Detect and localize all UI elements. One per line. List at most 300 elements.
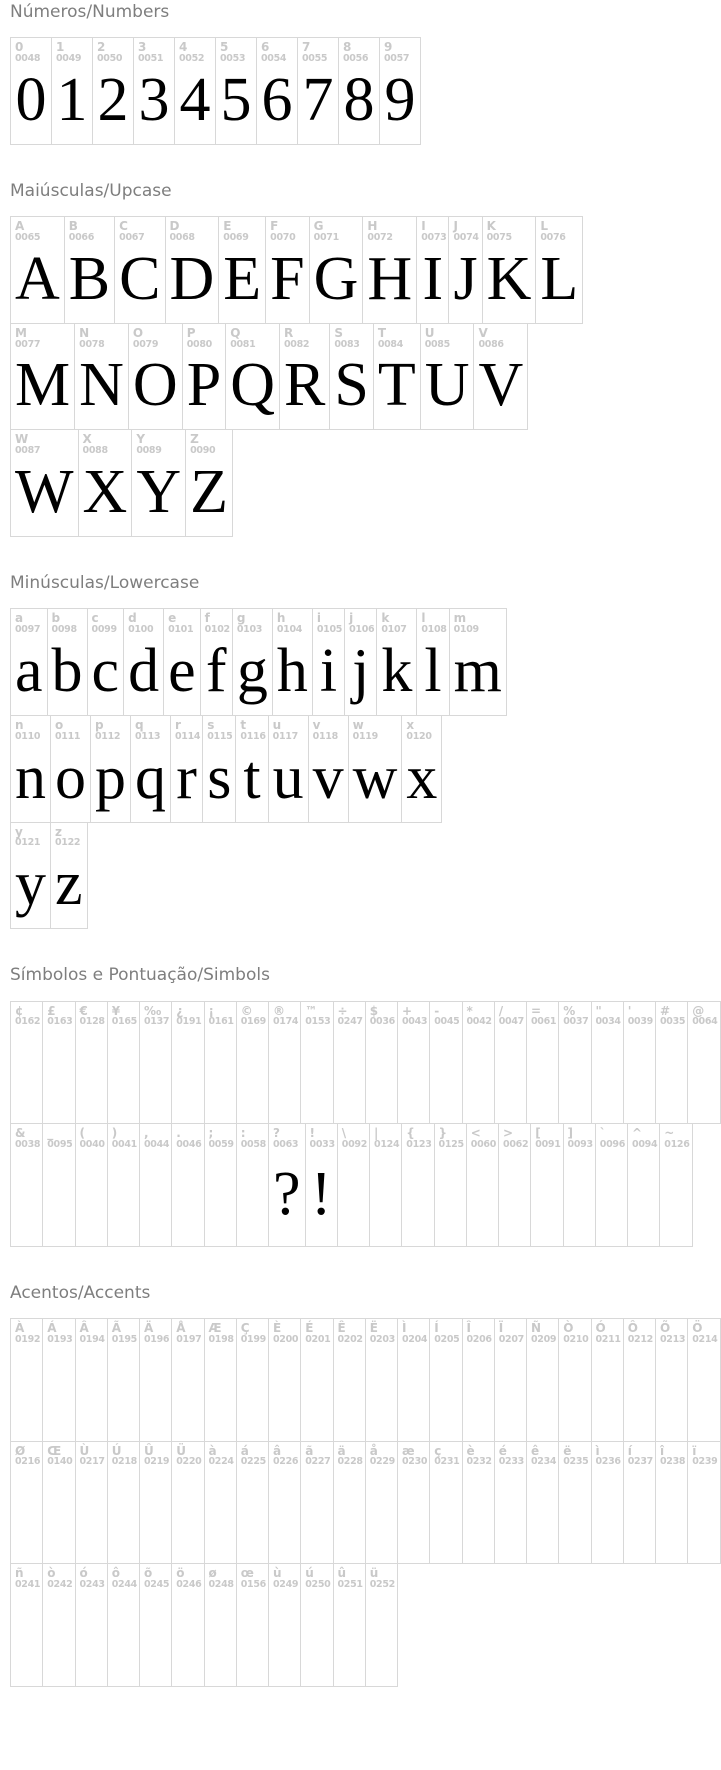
glyph-cell-header — [108, 1442, 139, 1468]
glyph-char-label: à — [208, 1443, 217, 1458]
glyph-char-label: € — [79, 1003, 88, 1018]
glyph-preview: s — [207, 743, 232, 812]
glyph-char-label: F — [270, 219, 279, 234]
glyph-code-label: 0125 — [438, 1138, 464, 1150]
glyph-cell-header — [11, 609, 47, 635]
glyph-cell — [76, 1442, 108, 1564]
glyph-code-label: 0058 — [240, 1138, 266, 1150]
glyph-code-label: 0086 — [478, 338, 504, 350]
glyph-preview — [237, 1590, 268, 1686]
glyph-code-label: 0033 — [309, 1138, 335, 1150]
glyph-code-label: 0056 — [343, 52, 369, 64]
glyph-cell — [363, 217, 417, 323]
glyph-cell — [172, 1564, 204, 1686]
glyph-code-label: 0071 — [313, 231, 339, 243]
glyph-char-label: N — [79, 325, 90, 340]
section-title: Acentos/Accents — [10, 1282, 151, 1303]
glyph-char-label: ï — [692, 1443, 697, 1458]
glyph-char-label: { — [406, 1126, 415, 1141]
glyph-cell-header — [205, 1442, 236, 1468]
glyph-char-label: i — [316, 611, 321, 626]
glyph-cell-header — [366, 1319, 397, 1345]
glyph-char-label: A — [15, 219, 25, 234]
glyph-char-label: " — [595, 1003, 602, 1018]
glyph-char-label: Í — [434, 1321, 439, 1336]
glyph-char-label: O — [132, 325, 144, 340]
glyph-cell — [398, 1002, 430, 1124]
glyph-preview — [527, 1467, 558, 1563]
glyph-code-label: 0042 — [466, 1016, 492, 1028]
glyph-char-label: 4 — [179, 40, 188, 55]
glyph-code-label: 0248 — [208, 1578, 234, 1590]
glyph-char-label: T — [377, 325, 386, 340]
glyph-cell-header — [140, 1124, 171, 1150]
glyph-preview: Z — [190, 458, 228, 527]
glyph-preview — [140, 1150, 171, 1246]
glyph-preview — [172, 1467, 203, 1563]
glyph-code-label: 0226 — [273, 1456, 299, 1468]
glyph-cell — [301, 1002, 333, 1124]
glyph-preview — [205, 1150, 236, 1246]
glyph-cell — [131, 716, 171, 822]
glyph-cell-header — [172, 1124, 203, 1150]
glyph-cell — [11, 1002, 43, 1124]
glyph-cell-header — [592, 1002, 623, 1028]
glyph-cell-header — [330, 324, 372, 350]
glyph-cell-header — [474, 324, 527, 350]
glyph-char-label: Æ — [208, 1321, 222, 1336]
glyph-preview: m — [453, 636, 502, 705]
glyph-cell — [592, 1002, 624, 1124]
glyph-cell-header — [124, 609, 163, 635]
glyph-char-label: U — [424, 325, 435, 340]
glyph-cell-header — [172, 1564, 203, 1590]
glyph-code-label: 0236 — [595, 1456, 621, 1468]
glyph-cell-header — [450, 609, 506, 635]
glyph-cell-header — [219, 217, 265, 243]
glyph-cell-header — [88, 609, 124, 635]
glyph-char-label: ò — [47, 1566, 56, 1581]
glyph-code-label: 0045 — [434, 1016, 460, 1028]
glyph-cell-header — [11, 716, 50, 742]
glyph-cell — [430, 1319, 462, 1441]
glyph-preview: ? — [273, 1159, 301, 1228]
glyph-cell — [374, 324, 421, 430]
glyph-cell — [236, 716, 268, 822]
glyph-cell-header — [43, 1442, 74, 1468]
glyph-preview — [269, 1590, 300, 1686]
glyph-cell-header — [624, 1002, 655, 1028]
glyph-preview — [11, 1150, 42, 1246]
glyph-cell-header — [11, 38, 51, 64]
glyph-code-label: 0241 — [15, 1578, 41, 1590]
glyph-char-label: ë — [563, 1443, 572, 1458]
glyph-preview: v — [312, 743, 344, 812]
glyph-cell — [592, 1442, 624, 1564]
glyph-cell-header — [313, 609, 344, 635]
glyph-code-label: 0078 — [79, 338, 105, 350]
glyph-code-label: 0249 — [273, 1578, 299, 1590]
glyph-code-label: 0119 — [352, 730, 378, 742]
glyph-code-label: 0235 — [563, 1456, 589, 1468]
glyph-code-label: 0037 — [563, 1016, 589, 1028]
glyph-char-label: q — [135, 717, 144, 732]
glyph-char-label: W — [15, 432, 29, 447]
glyph-cell — [310, 217, 364, 323]
glyph-cell — [172, 1124, 204, 1246]
glyph-code-label: 0242 — [47, 1578, 73, 1590]
glyph-code-label: 0137 — [144, 1016, 170, 1028]
glyph-code-label: 0204 — [402, 1333, 428, 1345]
glyph-char-label: Z — [190, 432, 199, 447]
glyph-char-label: w — [352, 717, 364, 732]
glyph-cell-header — [495, 1002, 526, 1028]
character-map — [10, 2, 718, 1687]
glyph-code-label: 0060 — [470, 1138, 497, 1150]
glyph-code-label: 0067 — [119, 231, 145, 243]
glyph-cell — [402, 1124, 434, 1246]
glyph-preview — [43, 1027, 74, 1123]
glyph-cell — [269, 1319, 301, 1441]
glyph-cell-header — [380, 38, 420, 64]
glyph-preview — [531, 1150, 562, 1246]
glyph-cell — [377, 609, 417, 715]
glyph-preview — [237, 1345, 268, 1441]
glyph-preview — [366, 1345, 397, 1441]
glyph-preview — [688, 1345, 719, 1441]
glyph-preview — [624, 1027, 655, 1123]
glyph-cell — [463, 1442, 495, 1564]
glyph-preview: o — [55, 743, 86, 812]
glyph-char-label: Ç — [240, 1321, 250, 1336]
glyph-cell — [334, 1002, 366, 1124]
glyph-code-label: 0055 — [302, 52, 328, 64]
glyph-row — [10, 429, 233, 537]
glyph-cell-header — [370, 1124, 401, 1150]
glyph-cell — [564, 1124, 596, 1246]
section-title: Números/Numbers — [10, 2, 170, 22]
glyph-preview — [559, 1467, 590, 1563]
glyph-preview — [172, 1345, 203, 1441]
glyph-preview: Y — [136, 458, 182, 527]
glyph-cell — [91, 716, 131, 822]
glyph-preview: V — [478, 351, 524, 420]
glyph-char-label: ê — [531, 1443, 540, 1458]
glyph-cell-header — [203, 716, 235, 742]
glyph-cell-header — [559, 1002, 590, 1028]
glyph-cell — [134, 38, 175, 144]
glyph-preview: O — [132, 351, 178, 420]
glyph-code-label: 0117 — [272, 730, 298, 742]
glyph-cell — [495, 1002, 527, 1124]
glyph-cell — [172, 1319, 204, 1441]
glyph-preview — [11, 1345, 42, 1441]
glyph-cell — [624, 1319, 656, 1441]
glyph-cell — [219, 217, 266, 323]
glyph-cell — [656, 1319, 688, 1441]
glyph-cell-header — [421, 324, 474, 350]
glyph-preview: i — [319, 636, 338, 705]
glyph-char-label: Â — [79, 1321, 89, 1336]
glyph-char-label: å — [369, 1443, 378, 1458]
glyph-cell-header — [495, 1319, 526, 1345]
glyph-code-label: 0193 — [47, 1333, 73, 1345]
glyph-code-label: 0163 — [47, 1016, 73, 1028]
glyph-code-label: 0230 — [402, 1456, 428, 1468]
glyph-cell-header — [51, 823, 87, 849]
glyph-cell-header — [131, 716, 170, 742]
glyph-code-label: 0198 — [208, 1333, 234, 1345]
glyph-char-label: [ — [535, 1126, 541, 1141]
glyph-code-label: 0209 — [531, 1333, 557, 1345]
glyph-char-label: x — [406, 717, 415, 732]
glyph-preview — [301, 1590, 332, 1686]
glyph-cell-header — [301, 1564, 332, 1590]
glyph-code-label: 0238 — [660, 1456, 686, 1468]
glyph-cell — [43, 1442, 75, 1564]
glyph-cell-header — [164, 609, 200, 635]
glyph-cell-header — [656, 1442, 687, 1468]
glyph-char-label: Á — [47, 1321, 57, 1336]
glyph-cell-header — [430, 1442, 461, 1468]
glyph-cell-header — [656, 1002, 687, 1028]
glyph-code-label: 0243 — [79, 1578, 105, 1590]
glyph-cell — [269, 716, 309, 822]
glyph-cell — [93, 38, 134, 144]
glyph-preview: M — [15, 351, 71, 420]
glyph-cell-header — [417, 609, 448, 635]
glyph-preview — [205, 1590, 236, 1686]
glyph-preview — [366, 1027, 397, 1123]
glyph-code-label: 0079 — [132, 338, 159, 350]
glyph-char-label: * — [466, 1003, 473, 1018]
glyph-char-label: ! — [309, 1126, 316, 1141]
glyph-cell-header — [531, 1124, 562, 1150]
glyph-preview: 9 — [384, 65, 416, 134]
glyph-preview: y — [15, 850, 46, 919]
glyph-preview: G — [313, 244, 359, 313]
glyph-cell-header — [237, 1002, 268, 1028]
glyph-char-label: Ó — [595, 1321, 606, 1336]
glyph-code-label: 0050 — [97, 52, 123, 64]
glyph-char-label: Ì — [402, 1321, 407, 1336]
glyph-preview: E — [223, 244, 262, 313]
glyph-cell — [140, 1442, 172, 1564]
glyph-cell-header — [11, 1124, 42, 1150]
glyph-code-label: 0123 — [406, 1138, 432, 1150]
glyph-preview — [108, 1590, 139, 1686]
glyph-code-label: 0111 — [55, 730, 81, 742]
glyph-cell — [233, 609, 273, 715]
glyph-char-label: 7 — [302, 40, 311, 55]
glyph-preview: g — [236, 636, 268, 705]
glyph-cell-header — [237, 1564, 268, 1590]
glyph-preview — [499, 1150, 530, 1246]
glyph-cell — [559, 1442, 591, 1564]
glyph-cell-header — [398, 1002, 429, 1028]
glyph-cell — [140, 1564, 172, 1686]
glyph-cell-header — [656, 1319, 687, 1345]
glyph-cell — [398, 1319, 430, 1441]
glyph-preview: f — [205, 636, 227, 705]
glyph-char-label: S — [334, 325, 343, 340]
glyph-cell — [309, 716, 349, 822]
glyph-cell — [536, 217, 582, 323]
glyph-char-label: ö — [176, 1566, 185, 1581]
glyph-cell-header — [660, 1124, 691, 1150]
glyph-cell-header — [527, 1319, 558, 1345]
glyph-code-label: 0112 — [95, 730, 121, 742]
glyph-cell-header — [43, 1564, 74, 1590]
glyph-cell — [313, 609, 345, 715]
section-rows — [10, 1318, 718, 1687]
glyph-cell — [108, 1002, 140, 1124]
glyph-cell — [11, 716, 51, 822]
glyph-cell — [237, 1564, 269, 1686]
glyph-cell — [463, 1319, 495, 1441]
glyph-cell — [298, 38, 339, 144]
glyph-code-label: 0227 — [305, 1456, 331, 1468]
glyph-cell-header — [172, 1442, 203, 1468]
glyph-code-label: 0210 — [563, 1333, 589, 1345]
glyph-preview: H — [367, 244, 413, 313]
glyph-cell-header — [430, 1319, 461, 1345]
glyph-cell — [186, 430, 232, 536]
glyph-code-label: 0081 — [230, 338, 256, 350]
glyph-cell-header — [140, 1319, 171, 1345]
glyph-cell — [280, 324, 330, 430]
glyph-code-label: 0169 — [240, 1016, 266, 1028]
glyph-code-label: 0073 — [421, 231, 447, 243]
glyph-code-label: 0113 — [135, 730, 161, 742]
glyph-preview — [205, 1345, 236, 1441]
glyph-code-label: 0114 — [175, 730, 201, 742]
glyph-preview: q — [135, 743, 166, 812]
glyph-cell-header — [280, 324, 329, 350]
glyph-cell — [140, 1002, 172, 1124]
glyph-cell — [108, 1564, 140, 1686]
glyph-code-label: 0044 — [144, 1138, 170, 1150]
glyph-cell-header — [205, 1002, 236, 1028]
glyph-row — [10, 216, 583, 324]
glyph-code-label: 0196 — [144, 1333, 170, 1345]
glyph-cell — [450, 609, 506, 715]
glyph-char-label: D — [169, 219, 180, 234]
glyph-char-label: ¢ — [15, 1003, 24, 1018]
glyph-cell — [11, 823, 51, 929]
glyph-code-label: 0202 — [337, 1333, 363, 1345]
glyph-preview: d — [128, 636, 160, 705]
glyph-char-label: ã — [305, 1443, 314, 1458]
glyph-cell — [467, 1124, 499, 1246]
glyph-cell-header — [483, 217, 536, 243]
glyph-row — [10, 37, 421, 145]
glyph-code-label: 0102 — [204, 624, 230, 636]
glyph-cell — [172, 1442, 204, 1564]
glyph-cell — [531, 1124, 563, 1246]
glyph-code-label: 0041 — [111, 1138, 137, 1150]
glyph-cell — [108, 1124, 140, 1246]
glyph-char-label: À — [15, 1321, 25, 1336]
glyph-cell-header — [334, 1319, 365, 1345]
glyph-code-label: 0121 — [15, 837, 41, 849]
glyph-char-label: ç — [434, 1443, 442, 1458]
glyph-preview — [656, 1027, 687, 1123]
glyph-cell — [273, 609, 313, 715]
glyph-code-label: 0051 — [138, 52, 164, 64]
glyph-cell — [345, 609, 377, 715]
glyph-code-label: 0220 — [176, 1456, 202, 1468]
glyph-char-label: # — [660, 1003, 671, 1018]
glyph-cell — [11, 1319, 43, 1441]
glyph-code-label: 0061 — [531, 1016, 557, 1028]
glyph-cell — [257, 38, 298, 144]
glyph-preview — [559, 1345, 590, 1441]
glyph-preview — [495, 1345, 526, 1441]
glyph-char-label: Q — [230, 325, 241, 340]
glyph-code-label: 0065 — [15, 231, 41, 243]
glyph-char-label: Ú — [111, 1443, 122, 1458]
glyph-preview — [334, 1590, 365, 1686]
glyph-preview — [656, 1467, 687, 1563]
glyph-cell — [266, 217, 309, 323]
glyph-code-label: 0048 — [15, 52, 41, 64]
glyph-cell-header — [435, 1124, 466, 1150]
glyph-char-label: I — [421, 219, 426, 234]
glyph-preview: C — [119, 244, 161, 313]
glyph-preview: F — [270, 244, 305, 313]
glyph-char-label: ¿ — [176, 1003, 184, 1018]
glyph-cell — [430, 1442, 462, 1564]
glyph-char-label: ‰ — [144, 1003, 162, 1018]
glyph-cell-header — [334, 1002, 365, 1028]
glyph-cell — [628, 1124, 660, 1246]
glyph-preview — [140, 1027, 171, 1123]
glyph-cell-header — [11, 1442, 42, 1468]
glyph-preview: h — [276, 636, 308, 705]
glyph-char-label: % — [563, 1003, 576, 1018]
glyph-cell — [435, 1124, 467, 1246]
glyph-char-label: 0 — [15, 40, 24, 55]
glyph-char-label: @ — [692, 1003, 705, 1018]
glyph-code-label: 0250 — [305, 1578, 331, 1590]
glyph-cell-header — [269, 1442, 300, 1468]
glyph-code-label: 0246 — [176, 1578, 202, 1590]
glyph-code-label: 0036 — [369, 1016, 395, 1028]
glyph-code-label: 0091 — [535, 1138, 561, 1150]
glyph-cell — [183, 324, 226, 430]
glyph-cell-header — [132, 430, 185, 456]
glyph-char-label: Ô — [627, 1321, 638, 1336]
glyph-row — [10, 1318, 721, 1442]
glyph-cell-header — [377, 609, 416, 635]
glyph-cell-header — [592, 1319, 623, 1345]
glyph-cell-header — [11, 217, 64, 243]
glyph-char-label: s — [207, 717, 215, 732]
glyph-code-label: 0218 — [111, 1456, 137, 1468]
glyph-preview: 7 — [302, 65, 334, 134]
glyph-cell — [366, 1002, 398, 1124]
glyph-code-label: 0092 — [341, 1138, 368, 1150]
glyph-char-label: ( — [79, 1126, 85, 1141]
glyph-preview — [624, 1345, 655, 1441]
glyph-cell-header — [301, 1319, 332, 1345]
glyph-cell — [43, 1002, 75, 1124]
glyph-cell-header — [226, 324, 279, 350]
glyph-char-label: 1 — [56, 40, 65, 55]
glyph-cell — [51, 716, 91, 822]
glyph-cell — [140, 1319, 172, 1441]
